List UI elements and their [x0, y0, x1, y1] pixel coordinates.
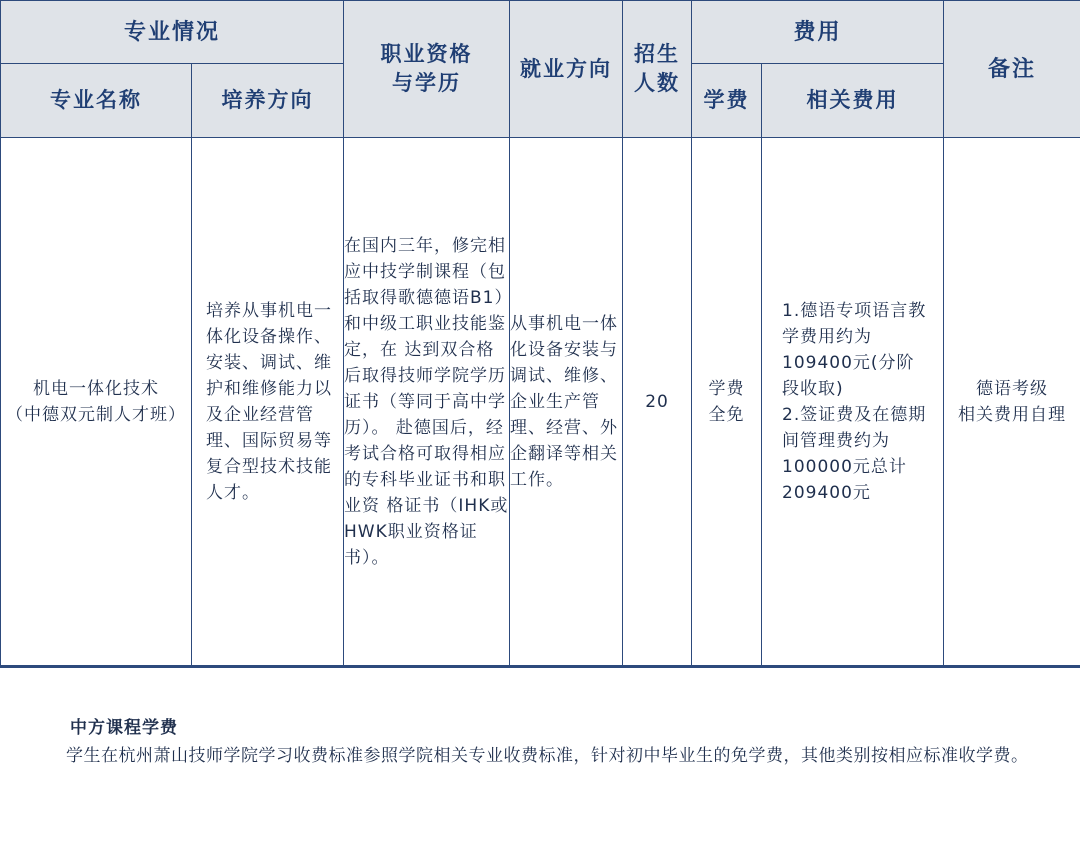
cell-major-name: 机电一体化技术 （中德双元制人才班）: [1, 138, 192, 666]
header-related-fees: 相关费用: [762, 64, 944, 138]
header-qualification: 职业资格 与学历: [344, 1, 510, 138]
header-enrollment: 招生 人数: [623, 1, 692, 138]
cell-tuition: 学费 全免: [692, 138, 762, 666]
cell-qualification: 在国内三年，修完相应中技学制课程（包括取得歌德德语B1）和中级工职业技能鉴定，在 达到双合格后取得技师学院学历证书（等同于高中学历）。 赴德国后，经考试合格可取得相应的专科毕业证书和职业资 格证书（IHK或HWK职业资格证书）。: [344, 138, 510, 666]
cell-remarks: 德语考级 相关费用自理: [944, 138, 1080, 666]
header-training-direction: 培养方向: [192, 64, 344, 138]
header-employment: 就业方向: [510, 1, 623, 138]
header-remarks: 备注: [944, 1, 1080, 138]
table-row: [1, 138, 1080, 666]
cell-training-direction: 培养从事机电一体化设备操作、安装、调试、维护和维修能力以 及企业经营管理、国际贸易等复合型技术技能人才。: [192, 138, 344, 666]
cell-related-fees: 1.德语专项语言教学费用约为109400元(分阶段收取) 2.签证费及在德期间管理费约为100000元总计209400元: [762, 138, 944, 666]
table-bottom-rule: [0, 665, 1080, 668]
cell-enrollment: 20: [623, 138, 692, 666]
header-fees: 费用: [692, 1, 944, 64]
header-tuition: 学费: [692, 64, 762, 138]
note-body: 学生在杭州萧山技师学院学习收费标准参照学院相关专业收费标准，针对初中毕业生的免学费，其他类别按相应标准收学费。: [66, 746, 1029, 766]
header-major-name: 专业名称: [1, 64, 192, 138]
cell-employment: 从事机电一体化设备安装与调试、维修、企业生产管理、经营、外企翻译等相关工作。: [510, 138, 623, 666]
header-major-info: 专业情况: [1, 1, 344, 64]
note-title: 中方课程学费: [70, 718, 178, 738]
